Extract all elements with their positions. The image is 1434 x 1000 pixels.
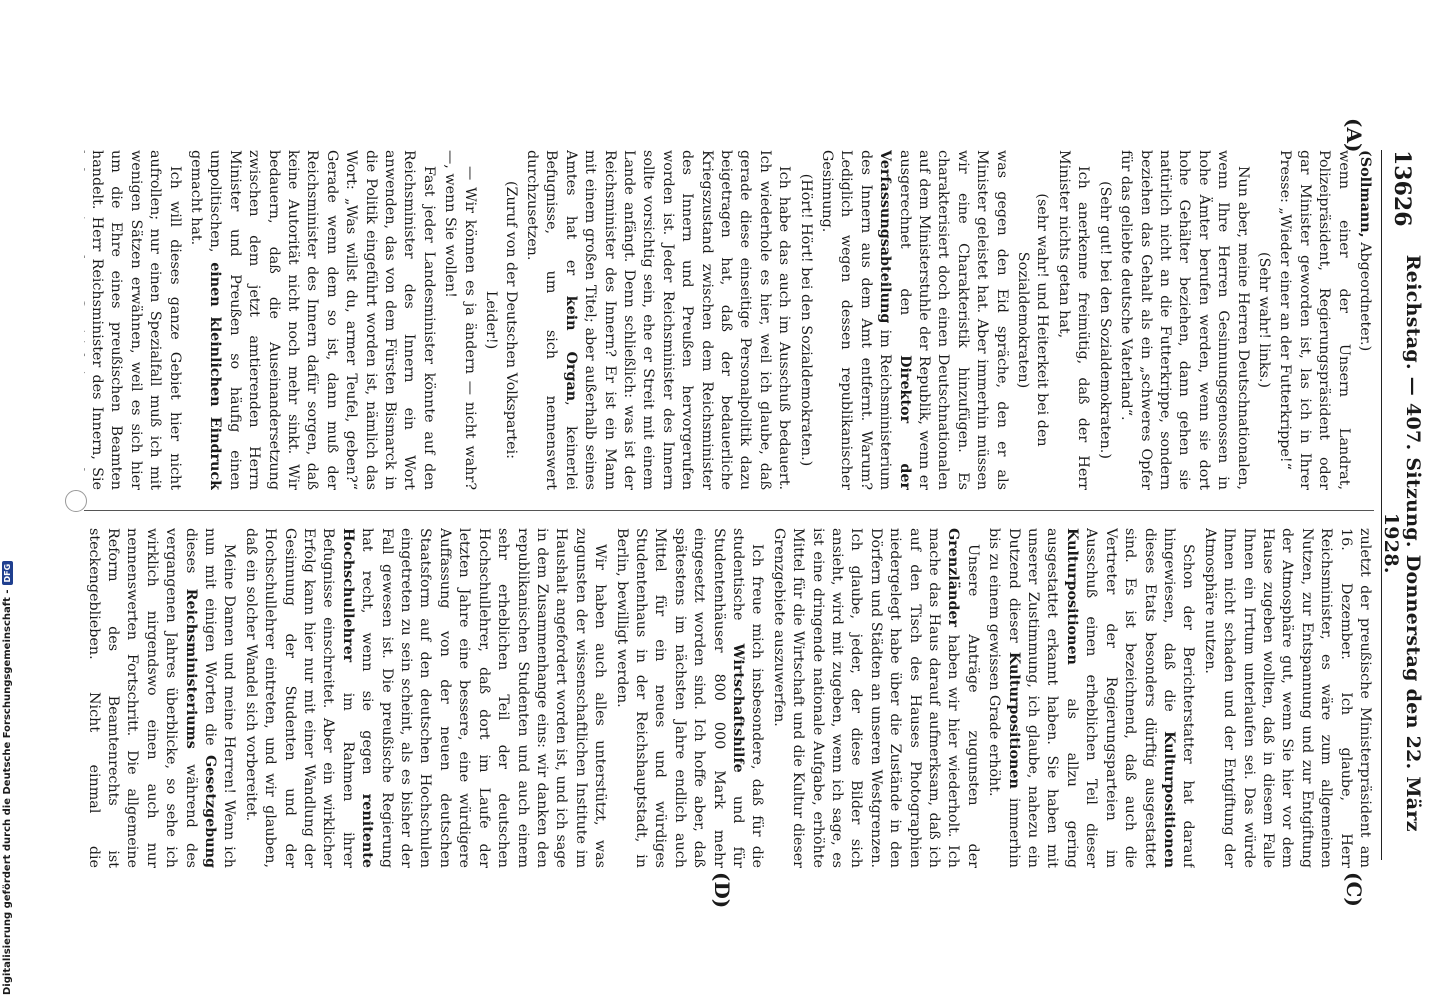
interjection: (Sehr gut! bei den Sozialdemokraten.)	[1096, 181, 1113, 459]
digitization-credit	[2, 561, 13, 995]
credit-text: Digitalisierung gefördert durch die Deutsche Forschungsgemeinschaft -	[2, 589, 13, 995]
binding-hole	[65, 490, 87, 512]
paragraph: Ich will dieses ganze Gebiet hier nicht aufrollen; nur einen Spezialfall muß ich mit wenigen Sätzen erwähnen, weil es sich hier um die Ehre eines preußischen Beamten handelt. Herr Reichsminister des Innern, Sie	[89, 150, 183, 490]
paragraph: Wir haben auch alles unterstützt, was zugunsten der wissenschaftlichen Institute im Haushalt angefordert worden ist, und ich sage in dem Zusammenhange eins: wir danken den republikanischen Studenten und auch einem sehr erheblichen Teil der deutschen Hochschullehrer, daß dort im Laufe der letzten Jahre eine bessere, eine würdigere Auffassung von der neuen deutschen Staatsform auf den deutschen Hochschulen eingetreten zu sein scheint, als es bisher der Fall gewesen ist. Die preußische Regierung hat recht, wenn sie gegen renitente Hochschullehrer im Rahmen ihrer Befugnisse einschreitet. Aber ein wirklicher Erfolg kann hier nur mit einer Wandlung der Gesinnung der Studenten und der Hochschullehrer eintreten, und wir glauben, daß ein solcher Wandel sich vorbereitet.	[242, 528, 609, 868]
paragraph: zuletzt der preußische Ministerpräsident am 16. Dezember. Ich glaube, Herr Reichsminister, es wäre zum allgemeinen Nutzen, zur Entspannung und zur Entgiftung der Atmosphäre gut, wenn Sie hier vor dem Hause zugeben wollten, daß in diesem Falle Ihnen ein Irrtum unterlaufen sei. Das würde Ihnen nicht schaden und der Entgiftung der Atmosphäre nutzen.	[1201, 528, 1373, 868]
interjection: (Zuruf von der Deutschen Volkspartei: Leider!)	[483, 181, 519, 459]
dfg-logo-icon: DFG	[2, 561, 13, 586]
margin-letter-d: (D)	[710, 872, 734, 909]
column-divider	[84, 510, 1374, 511]
right-column	[84, 528, 1374, 868]
paragraph: — Wir können es ja ändern — nicht wahr? —, wenn Sie wollen!	[442, 150, 478, 490]
page-number: 13626	[1389, 150, 1415, 227]
paragraph: wenn einer der Unsern Landrat, Polizeipräsident, Regierungspräsident oder gar Minister geworden ist, las ich in Ihrer Presse: „Wieder einer an der Futterkrippe!“	[1277, 150, 1352, 490]
speaker-name: (Sollmann,	[1357, 150, 1373, 238]
paragraph: Meine Damen und meine Herren! Wenn ich nun mit einigen Worten die Gesetzgebung dieses Reichsministeriums während des vergangenen Jahres überblicke, so sehe ich wirklich nirgendswo einen auch nur nennenswerten Fortschritt. Die allgemeine Reform des Beamtenrechts ist steckengeblieben. Nicht einmal die	[85, 528, 238, 868]
margin-letter-a: (A)	[1342, 118, 1366, 153]
paragraph: Unsere Anträge zugunsten der Grenzländer haben wir hier wiederholt. Ich mache das Haus darauf aufmerksam, daß ich auf den Tisch des Hauses Photographien niedergelegt habe über die Zustände in den Dörfern und Städten an unseren Westgrenzen. Ich glaube, jeder, der diese Bilder sich ansieht, wird mit zugeben, wenn ich sage, es ist eine dringende nationale Aufgabe, erhöhte Mittel für die Wirtschaft und die Kultur dieser Grenzgebiete auszuwerfen.	[770, 528, 981, 868]
margin-letter-c: (C)	[1342, 872, 1366, 907]
page-header	[1381, 150, 1422, 860]
paragraph: Ich freue mich insbesondere, daß für die studentische Wirtschaftshilfe und für Studentenhäuser 800 000 Mark mehr eingesetzt worden sind. Ich hoffe aber, daß spätestens im nächsten Jahre endlich auch Mittel für ein neues und würdiges Studentenhaus in der Reichshauptstadt, in Berlin, bewilligt werden.	[613, 528, 766, 868]
paragraph: Nun aber, meine Herren Deutschnationalen, wenn Ihre Herren Gesinnungsgenossen in hohe Ämter berufen werden, wenn sie dort hohe Gehälter beziehen, dann gehen sie natürlich nicht an die Futterkrippe, sondern beziehen das Gehalt als ein „schweres Opfer für das geliebte deutsche Vaterland“.	[1118, 150, 1251, 490]
interjection: (sehr wahr! und Heiterkeit bei den Sozialdemokraten)	[1015, 193, 1051, 447]
paragraph: was gegen den Eid spräche, den er als Minister geleistet hat. Aber immerhin müssen wir eine Charakteristik hinzufügen. Es charakterisiert doch einen Deutschnationalen auf dem Ministerstuhle der Republik, wenn er ausgerechnet den Direktor der Verfassungsabteilung im Reichsministerium des Innern aus dem Amt entfernt. Warum? Lediglich wegen dessen republikanischer Gesinnung.	[819, 150, 1010, 490]
speaker-role: Abgeordneter.)	[1357, 242, 1373, 352]
paragraph: Schon der Berichterstatter hat darauf hingewiesen, daß die Kulturpositionen dieses Etats besonders dürftig ausgestattet sind. Es ist bezeichnend, daß auch die Vertreter der Regierungsparteien im Ausschuß einen erheblichen Teil dieser Kulturpositionen als allzu gering ausgestattet erkannt haben. Sie haben mit unserer Zustimmung, ich glaube, nahezu ein Dutzend dieser Kulturpositionen immerhin bis zu einem gewissen Grade erhöht.	[986, 528, 1197, 868]
page-title: Reichstag. — 407. Sitzung. Donnerstag den 22. März 1928.	[1380, 254, 1424, 832]
paragraph: Fast jeder Landesminister könnte auf den Reichsminister des Innern ein Wort anwenden, das von dem Fürsten Bismarck in die Politik eingeführt worden ist, nämlich das Wort: „Was willst du, armer Teufel, geben?“ Gerade wenn dem so ist, dann muß der Reichsminister des Innern dafür sorgen, daß keine Autorität nicht noch mehr sinkt. Wir bedauern, daß die Auseinandersetzung zwischen dem jetzt amtierenden Herrn Minister und Preußen so häufig einen unpolitischen, einen kleinlichen Eindruck gemacht hat.	[188, 150, 437, 490]
left-column	[84, 150, 1374, 490]
speaker-line	[1355, 150, 1374, 490]
interjection: (Hört! Hört! bei den Sozialdemokraten.)	[797, 173, 814, 467]
interjection: (Sehr wahr! links.)	[1255, 252, 1272, 388]
paragraph: Ich habe das auch im Ausschuß bedauert. Ich wiederhole es hier, weil ich glaube, daß gerade diese einseitige Personalpolitik dazu beigetragen hat, daß der bedauerliche Kriegszustand zwischen dem Reichsminister des Innern und Preußen hervorgerufen worden ist. Jeder Reichsminister des Innern sollte vorsichtig sein, ehe er Streit mit einem Lande anfängt. Denn schließlich: was ist der Reichsminister des Innern? Er ist ein Mann mit einem großen Titel; aber außerhalb seines Amtes hat er kein Organ, keinerlei Befugnisse, um sich nennenswert durchzusetzen.	[523, 150, 793, 490]
paragraph: Ich anerkenne freimütig, daß der Herr Minister nichts getan hat,	[1055, 150, 1092, 490]
